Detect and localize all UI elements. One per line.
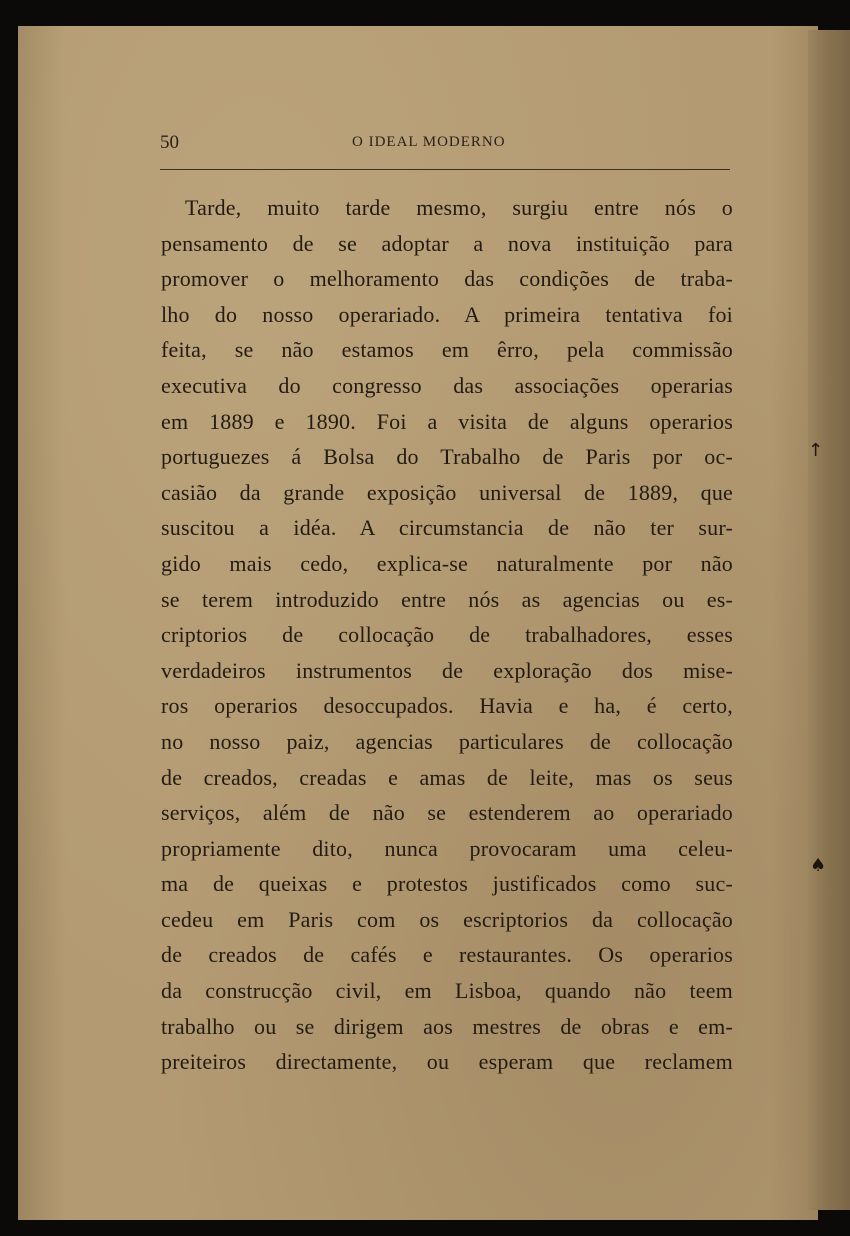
- text-line: no nosso paiz, agencias particulares de collocação: [161, 728, 733, 754]
- text-line: cedeu em Paris com os escriptorios da collocação: [161, 906, 733, 932]
- text-line: da construcção civil, em Lisboa, quando não teem: [161, 978, 733, 1004]
- text-line: portuguezes á Bolsa do Trabalho de Paris por oc-: [161, 444, 733, 470]
- text-line: lho do nosso operariado. A primeira tentativa foi: [161, 301, 733, 327]
- text-line: preiteiros directamente, ou esperam que reclamem: [161, 1049, 733, 1075]
- text-line: verdadeiros instrumentos de exploração dos mise-: [161, 657, 733, 683]
- text-line: propriamente dito, nunca provocaram uma celeu-: [161, 835, 733, 861]
- text-line: promover o melhoramento das condições de traba-: [161, 266, 733, 292]
- text-line: trabalho ou se dirigem aos mestres de obras e em-: [161, 1013, 733, 1039]
- edge-mark-icon: ♠: [810, 855, 827, 876]
- header-rule: [160, 169, 730, 170]
- text-line: em 1889 e 1890. Foi a visita de alguns operarios: [161, 408, 733, 434]
- page-header: [160, 132, 730, 154]
- text-line: feita, se não estamos em êrro, pela commissão: [161, 337, 733, 363]
- text-line: Tarde, muito tarde mesmo, surgiu entre nós o: [185, 195, 733, 220]
- text-line: gido mais cedo, explica-se naturalmente por não: [161, 550, 733, 576]
- text-line: criptorios de collocação de trabalhadores, esses: [161, 622, 733, 648]
- edge-mark-icon: ↑: [808, 440, 824, 461]
- text-line: de creados de cafés e restaurantes. Os operarios: [161, 942, 733, 968]
- text-line: ros operarios desoccupados. Havia e ha, é certo,: [161, 693, 733, 719]
- page-edge: [808, 30, 850, 1210]
- text-line: ma de queixas e protestos justificados como suc-: [161, 871, 733, 897]
- text-line: pensamento de se adoptar a nova instituição para: [161, 230, 733, 256]
- body-text: [161, 190, 733, 1080]
- text-line: suscitou a idéa. A circumstancia de não ter sur-: [161, 515, 733, 541]
- text-line: casião da grande exposição universal de 1889, que: [161, 479, 733, 505]
- text-line: de creados, creadas e amas de leite, mas os seus: [161, 764, 733, 790]
- page-number: 50: [160, 132, 179, 153]
- text-line: executiva do congresso das associações operarias: [161, 372, 733, 398]
- running-title: O IDEAL MODERNO: [352, 134, 506, 150]
- text-line: serviços, além de não se estenderem ao operariado: [161, 800, 733, 826]
- text-line: se terem introduzido entre nós as agencias ou es-: [161, 586, 733, 612]
